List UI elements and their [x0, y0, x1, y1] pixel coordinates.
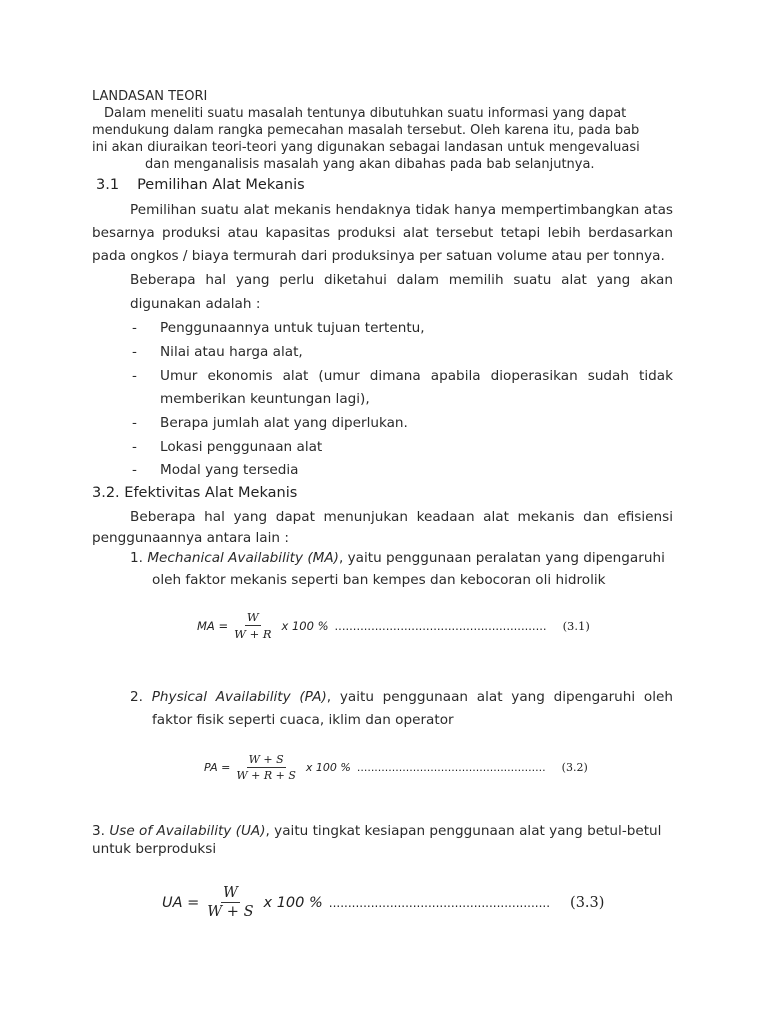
bullet-item: Umur ekonomis alat (umur dimana apabila dioperasikan sudah tidak	[160, 368, 673, 384]
paragraph-line: Beberapa hal yang dapat menunjukan keadaan alat mekanis dan efisiensi	[130, 509, 673, 525]
equation-number: (3.2)	[561, 761, 588, 774]
item-text: , yaitu penggunaan peralatan yang dipengaruhi	[338, 550, 665, 566]
section-heading-3-2: 3.2. Efektivitas Alat Mekanis	[92, 485, 298, 501]
formula-fraction	[232, 610, 273, 641]
intro-line: ini akan diuraikan teori-teori yang digunakan sebagai landasan untuk mengevaluasi	[92, 140, 640, 155]
formula-denominator: W + R + S	[236, 769, 296, 782]
formula-multiplier: x 100 %	[305, 761, 351, 774]
formula-3-2	[204, 753, 588, 782]
formula-multiplier: x 100 %	[263, 894, 323, 911]
numbered-item-3	[92, 822, 661, 840]
formula-numerator: W	[222, 885, 238, 901]
document-title: LANDASAN TEORI	[92, 89, 208, 104]
bullet-item: Penggunaannya untuk tujuan tertentu,	[160, 320, 425, 336]
formula-3-3	[162, 885, 604, 920]
item-text: , yaitu penggunaan alat yang dipengaruhi oleh	[326, 689, 673, 705]
bullet-item-continuation: memberikan keuntungan lagi),	[160, 391, 370, 407]
paragraph-line: Pemilihan suatu alat mekanis hendaknya tidak hanya mempertimbangkan atas	[130, 202, 673, 218]
section-number: 3.1	[96, 177, 120, 193]
formula-leader-dots: ......................................................	[356, 761, 546, 774]
bullet-marker: -	[132, 368, 137, 384]
paragraph-line: digunakan adalah :	[130, 296, 261, 312]
item-number: 3.	[92, 823, 105, 839]
bullet-item: Nilai atau harga alat,	[160, 344, 303, 360]
item-number: 1.	[130, 550, 143, 566]
item-continuation: untuk berproduksi	[92, 841, 217, 857]
bullet-item: Berapa jumlah alat yang diperlukan.	[160, 415, 408, 431]
bullet-marker: -	[132, 320, 137, 336]
intro-line: dan menganalisis masalah yang akan dibahas pada bab selanjutnya.	[145, 157, 595, 172]
item-text: , yaitu tingkat kesiapan penggunaan alat yang betul-betul	[265, 823, 662, 839]
paragraph-line: pada ongkos / biaya termurah dari produksinya per satuan volume atau per tonnya.	[92, 248, 665, 264]
numbered-item-2	[130, 688, 673, 706]
intro-line: mendukung dalam rangka pemecahan masalah tersebut. Oleh karena itu, pada bab	[92, 123, 640, 138]
intro-line: Dalam meneliti suatu masalah tentunya dibutuhkan suatu informasi yang dapat	[104, 106, 627, 121]
section-heading-3-1	[96, 176, 305, 194]
paragraph-line: penggunaannya antara lain :	[92, 530, 289, 546]
section-title: Pemilihan Alat Mekanis	[137, 177, 305, 193]
formula-leader-dots: ..........................................................	[334, 618, 547, 633]
formula-fraction	[205, 885, 255, 920]
item-term: Use of Availability (UA)	[109, 823, 266, 839]
bullet-marker: -	[132, 415, 137, 431]
formula-lhs: UA =	[162, 894, 200, 911]
item-term: Mechanical Availability (MA)	[147, 550, 339, 566]
item-continuation: oleh faktor mekanis seperti ban kempes dan kebocoran oli hidrolik	[152, 572, 606, 588]
bullet-marker: -	[132, 439, 137, 455]
paragraph-line: besarnya produksi atau kapasitas produksi alat tersebut tetapi lebih berdasarkan	[92, 225, 673, 241]
bullet-marker: -	[132, 462, 137, 478]
bullet-marker: -	[132, 344, 137, 360]
formula-lhs: MA =	[197, 618, 229, 633]
formula-numerator: W + S	[248, 753, 284, 766]
item-continuation: faktor fisik seperti cuaca, iklim dan operator	[152, 712, 454, 728]
formula-3-1	[197, 610, 590, 641]
formula-leader-dots: ..........................................................	[328, 895, 551, 910]
numbered-item-1	[130, 549, 665, 567]
paragraph-line: Beberapa hal yang perlu diketahui dalam memilih suatu alat yang akan	[130, 272, 673, 288]
formula-denominator: W + S	[207, 904, 254, 920]
equation-number: (3.1)	[562, 618, 590, 633]
item-term: Physical Availability (PA)	[151, 689, 327, 705]
formula-numerator: W	[246, 610, 259, 624]
equation-number: (3.3)	[570, 894, 605, 911]
formula-lhs: PA =	[204, 761, 231, 774]
formula-fraction	[234, 753, 298, 782]
bullet-item: Lokasi penggunaan alat	[160, 439, 323, 455]
bullet-item: Modal yang tersedia	[160, 462, 299, 478]
formula-multiplier: x 100 %	[281, 618, 329, 633]
formula-denominator: W + R	[234, 627, 272, 641]
item-number: 2.	[130, 689, 143, 705]
